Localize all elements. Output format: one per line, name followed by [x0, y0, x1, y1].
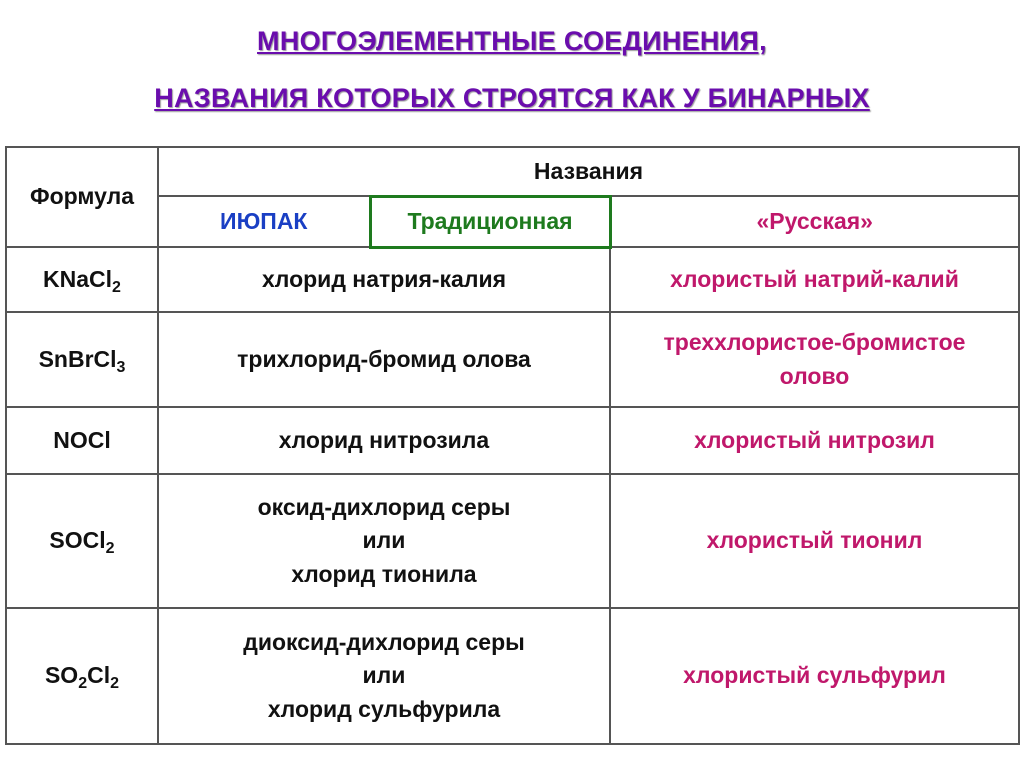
- systematic-name-cell: хлорид натрия-калия: [158, 247, 610, 312]
- table-row: [6, 312, 1019, 407]
- systematic-name-cell: хлорид нитрозила: [158, 407, 610, 474]
- names-table: [5, 146, 1020, 745]
- formula-cell: $SO_2Cl_2$: [6, 608, 158, 744]
- header-names: Названия: [158, 147, 1019, 196]
- russian-name-cell: хлористый натрий-калий: [610, 247, 1019, 312]
- table-row: [6, 407, 1019, 474]
- systematic-name-cell: трихлорид-бромид олова: [158, 312, 610, 407]
- systematic-name-cell: диоксид-дихлорид серы или хлорид сульфурила: [158, 608, 610, 744]
- table-row: [6, 474, 1019, 608]
- header-iupac: ИЮПАК: [158, 196, 370, 247]
- formula-cell: KNaCl$_2$: [6, 247, 158, 312]
- title-line-2: НАЗВАНИЯ КОТОРЫХ СТРОЯТСЯ КАК У БИНАРНЫХ: [154, 83, 870, 113]
- russian-name-cell: хлористый тионил: [610, 474, 1019, 608]
- russian-name-cell: хлористый сульфурил: [610, 608, 1019, 744]
- russian-name-cell: треххлористое-бромистое олово: [610, 312, 1019, 407]
- systematic-name-cell: оксид-дихлорид серы или хлорид тионила: [158, 474, 610, 608]
- table-row: [6, 608, 1019, 744]
- formula-cell: NOCl: [6, 407, 158, 474]
- title-line-1: МНОГОЭЛЕМЕНТНЫЕ СОЕДИНЕНИЯ,: [257, 26, 767, 56]
- formula-cell: SnBrCl$_3$: [6, 312, 158, 407]
- header-russian: «Русская»: [610, 196, 1019, 247]
- russian-name-cell: хлористый нитрозил: [610, 407, 1019, 474]
- table-row: [6, 247, 1019, 312]
- formula-cell: SOCl$_2$: [6, 474, 158, 608]
- header-formula: Формула: [6, 147, 158, 247]
- header-traditional: Традиционная: [370, 196, 610, 247]
